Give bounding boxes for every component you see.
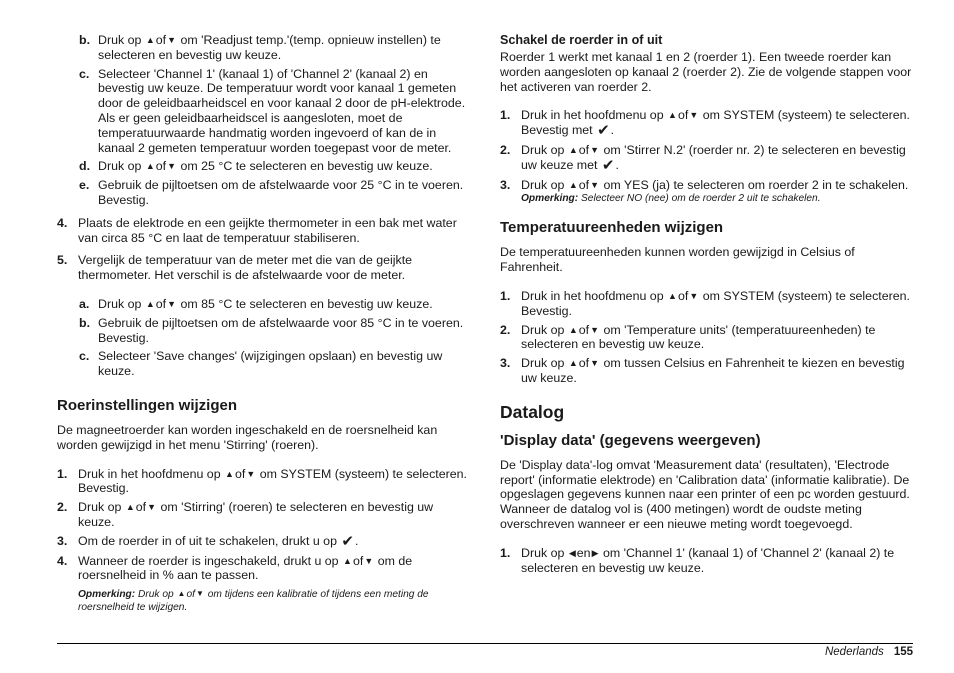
step-5-compare: 5. Vergelijk de temperatuur van de meter met die van de geijkte thermometer. Het verschil is de afstelwaarde voor de meter. (57, 253, 413, 283)
datalog-step-1: 1. Druk op ◀en▶ om 'Channel 1' (kanaal 1) of 'Channel 2' (kanaal 2) te selecteren en bevestig uw keuze. (500, 545, 895, 575)
up-arrow-icon: ▲ (145, 298, 155, 309)
subsection-title-display-data: 'Display data' (gegevens weergeven) (500, 431, 761, 449)
down-arrow-icon: ▼ (167, 35, 177, 45)
checkmark-icon: ✔ (341, 532, 354, 550)
section-title-temperature: Temperatuureenheden wijzigen (500, 219, 724, 237)
step-c-channel: c. Selecteer 'Channel 1' (kanaal 1) of 'Channel 2' (kanaal 2) en bevestig uw keuze. De temperatuur wordt voor kanaal 1 gemeten door de geleidbaarheidscel en voor kanaal 2 door de pH-elektrode. Als er geen geleidbaarheidscel is aangesloten, moet de temperatuurwaarde handmatig worden ingevoerd of kan de in kanaal 2 gemeten temperatuur worden toegepast voor de meter. (79, 66, 466, 155)
checkmark-icon: ✔ (601, 156, 615, 174)
stirrer-step-1: 1. Druk in het hoofdmenu op ▲of▼ om SYSTEM (systeem) te selecteren. Bevestig met ✔. (500, 108, 910, 140)
datalog-intro: De 'Display data'-log omvat 'Measurement data' (resultaten), 'Electrode report' (informatie elektrode) en 'Calibration data' (informatie kalibratie). De opgeslagen gegevens kunnen naar een printer of een pc worden gestuurd. Wanneer de datalog vol is (400 metingen) wordt de oudste meting overschreven wanneer er een nieuwe meting wordt toegevoegd. (500, 457, 910, 531)
down-arrow-icon: ▼ (147, 502, 157, 513)
temperature-step-3: 3. Druk op ▲of▼ om tussen Celsius en Fahrenheit te kiezen en bevestig uw keuze. (500, 356, 905, 385)
stirrer-step-3: 3. Druk op ▲of▼ om YES (ja) te selecteren om roerder 2 in te schakelen. (500, 177, 909, 192)
left-arrow-icon: ◀ (568, 547, 576, 558)
up-arrow-icon: ▲ (568, 144, 578, 155)
down-arrow-icon: ▼ (590, 144, 600, 155)
step-e-adjust-25: e. Gebruik de pijltoetsen om de afstelwaarde voor 25 °C in te voeren. Bevestig. (79, 178, 464, 207)
step-4-thermometer: 4. Plaats de elektrode en een geijkte thermometer in een bak met water van circa 85 °C en laat de temperatuur stabiliseren. (57, 215, 457, 245)
up-arrow-icon: ▲ (568, 324, 578, 335)
down-arrow-icon: ▼ (364, 555, 374, 566)
down-arrow-icon: ▼ (167, 161, 177, 172)
up-arrow-icon: ▲ (568, 358, 578, 369)
down-arrow-icon: ▼ (590, 324, 600, 335)
down-arrow-icon: ▼ (167, 298, 177, 309)
left-column (57, 33, 471, 618)
right-arrow-icon: ▶ (591, 547, 599, 558)
up-arrow-icon: ▲ (668, 110, 677, 121)
temperature-step-1: 1. Druk in het hoofdmenu op ▲of▼ om SYSTEM (systeem) te selecteren. Bevestig. (500, 288, 910, 318)
up-arrow-icon: ▲ (568, 179, 578, 190)
up-arrow-icon: ▲ (145, 161, 155, 172)
step-b-adjust-85: b. Gebruik de pijltoetsen om de afstelwaarde voor 85 °C in te voeren. Bevestig. (79, 315, 464, 345)
section-title-stirring: Roerinstellingen wijzigen (57, 396, 238, 414)
step-a-85c: a. Druk op ▲of▼ om 85 °C te selecteren en bevestig uw keuze. (79, 296, 433, 311)
down-arrow-icon: ▼ (246, 468, 256, 479)
stirring-step-2: 2. Druk op ▲of▼ om 'Stirring' (roeren) te selecteren en bevestig uw keuze. (57, 500, 434, 529)
step-c-save: c. Selecteer 'Save changes' (wijzigingen opslaan) en bevestig uw keuze. (79, 349, 443, 379)
page-number: 155 (893, 646, 913, 658)
up-arrow-icon: ▲ (177, 589, 186, 599)
step-b-readjust: b. Druk op ▲of▼ om 'Readjust temp.'(temp. opnieuw instellen) te selecteren en bevestig uw keuze. (79, 33, 441, 62)
stirring-intro: De magneetroerder kan worden ingeschakeld en de roersnelheid kan worden gewijzigd in het menu 'Stirring' (roeren). (57, 422, 438, 452)
stirring-note: Opmerking: Druk op ▲of▼ om tijdens een kalibratie of tijdens een meting de roersnelheid te wijzigen. (78, 589, 429, 614)
footer-rule (57, 643, 913, 644)
up-arrow-icon: ▲ (343, 555, 352, 566)
right-column (500, 33, 912, 579)
up-arrow-icon: ▲ (125, 502, 135, 513)
stirrer-note: Opmerking: Selecteer NO (nee) om de roerder 2 uit te schakelen. (521, 193, 821, 205)
footer-language: Nederlands (824, 646, 884, 658)
stirring-step-1: 1. Druk in het hoofdmenu op ▲of▼ om SYSTEM (systeem) te selecteren. Bevestig. (57, 466, 467, 496)
section-title-stirrer-toggle: Schakel de roerder in of uit (500, 33, 663, 47)
down-arrow-icon: ▼ (689, 110, 699, 121)
stirrer-step-2: 2. Druk op ▲of▼ om 'Stirrer N.2' (roerder nr. 2) te selecteren en bevestig uw keuze met ✔. (500, 142, 906, 174)
temperature-step-2: 2. Druk op ▲of▼ om 'Temperature units' (temperatuureenheden) te selecteren en bevestig uw keuze. (500, 322, 876, 352)
page-footer (825, 645, 913, 660)
section-title-datalog: Datalog (500, 401, 565, 422)
down-arrow-icon: ▼ (195, 589, 204, 599)
up-arrow-icon: ▲ (225, 468, 234, 479)
up-arrow-icon: ▲ (668, 290, 677, 301)
stirrer-toggle-intro: Roerder 1 werkt met kanaal 1 en 2 (roerder 1). Een tweede roerder kan worden aangesloten op kanaal 2 (roerder 2). Zie de volgende stappen voor het activeren van roerder 2. (500, 50, 912, 94)
checkmark-icon: ✔ (597, 122, 610, 140)
down-arrow-icon: ▼ (590, 358, 600, 369)
stirring-step-3: 3. Om de roerder in of uit te schakelen, drukt u op ✔. (57, 532, 359, 550)
up-arrow-icon: ▲ (145, 35, 155, 45)
temperature-intro: De temperatuureenheden kunnen worden gewijzigd in Celsius of Fahrenheit. (500, 245, 855, 275)
down-arrow-icon: ▼ (689, 290, 699, 301)
stirring-step-4: 4. Wanneer de roerder is ingeschakeld, drukt u op ▲of▼ om de roersnelheid in % aan te passen. (57, 553, 413, 583)
down-arrow-icon: ▼ (590, 179, 600, 190)
step-d-25c: d. Druk op ▲of▼ om 25 °C te selecteren en bevestig uw keuze. (79, 159, 433, 174)
